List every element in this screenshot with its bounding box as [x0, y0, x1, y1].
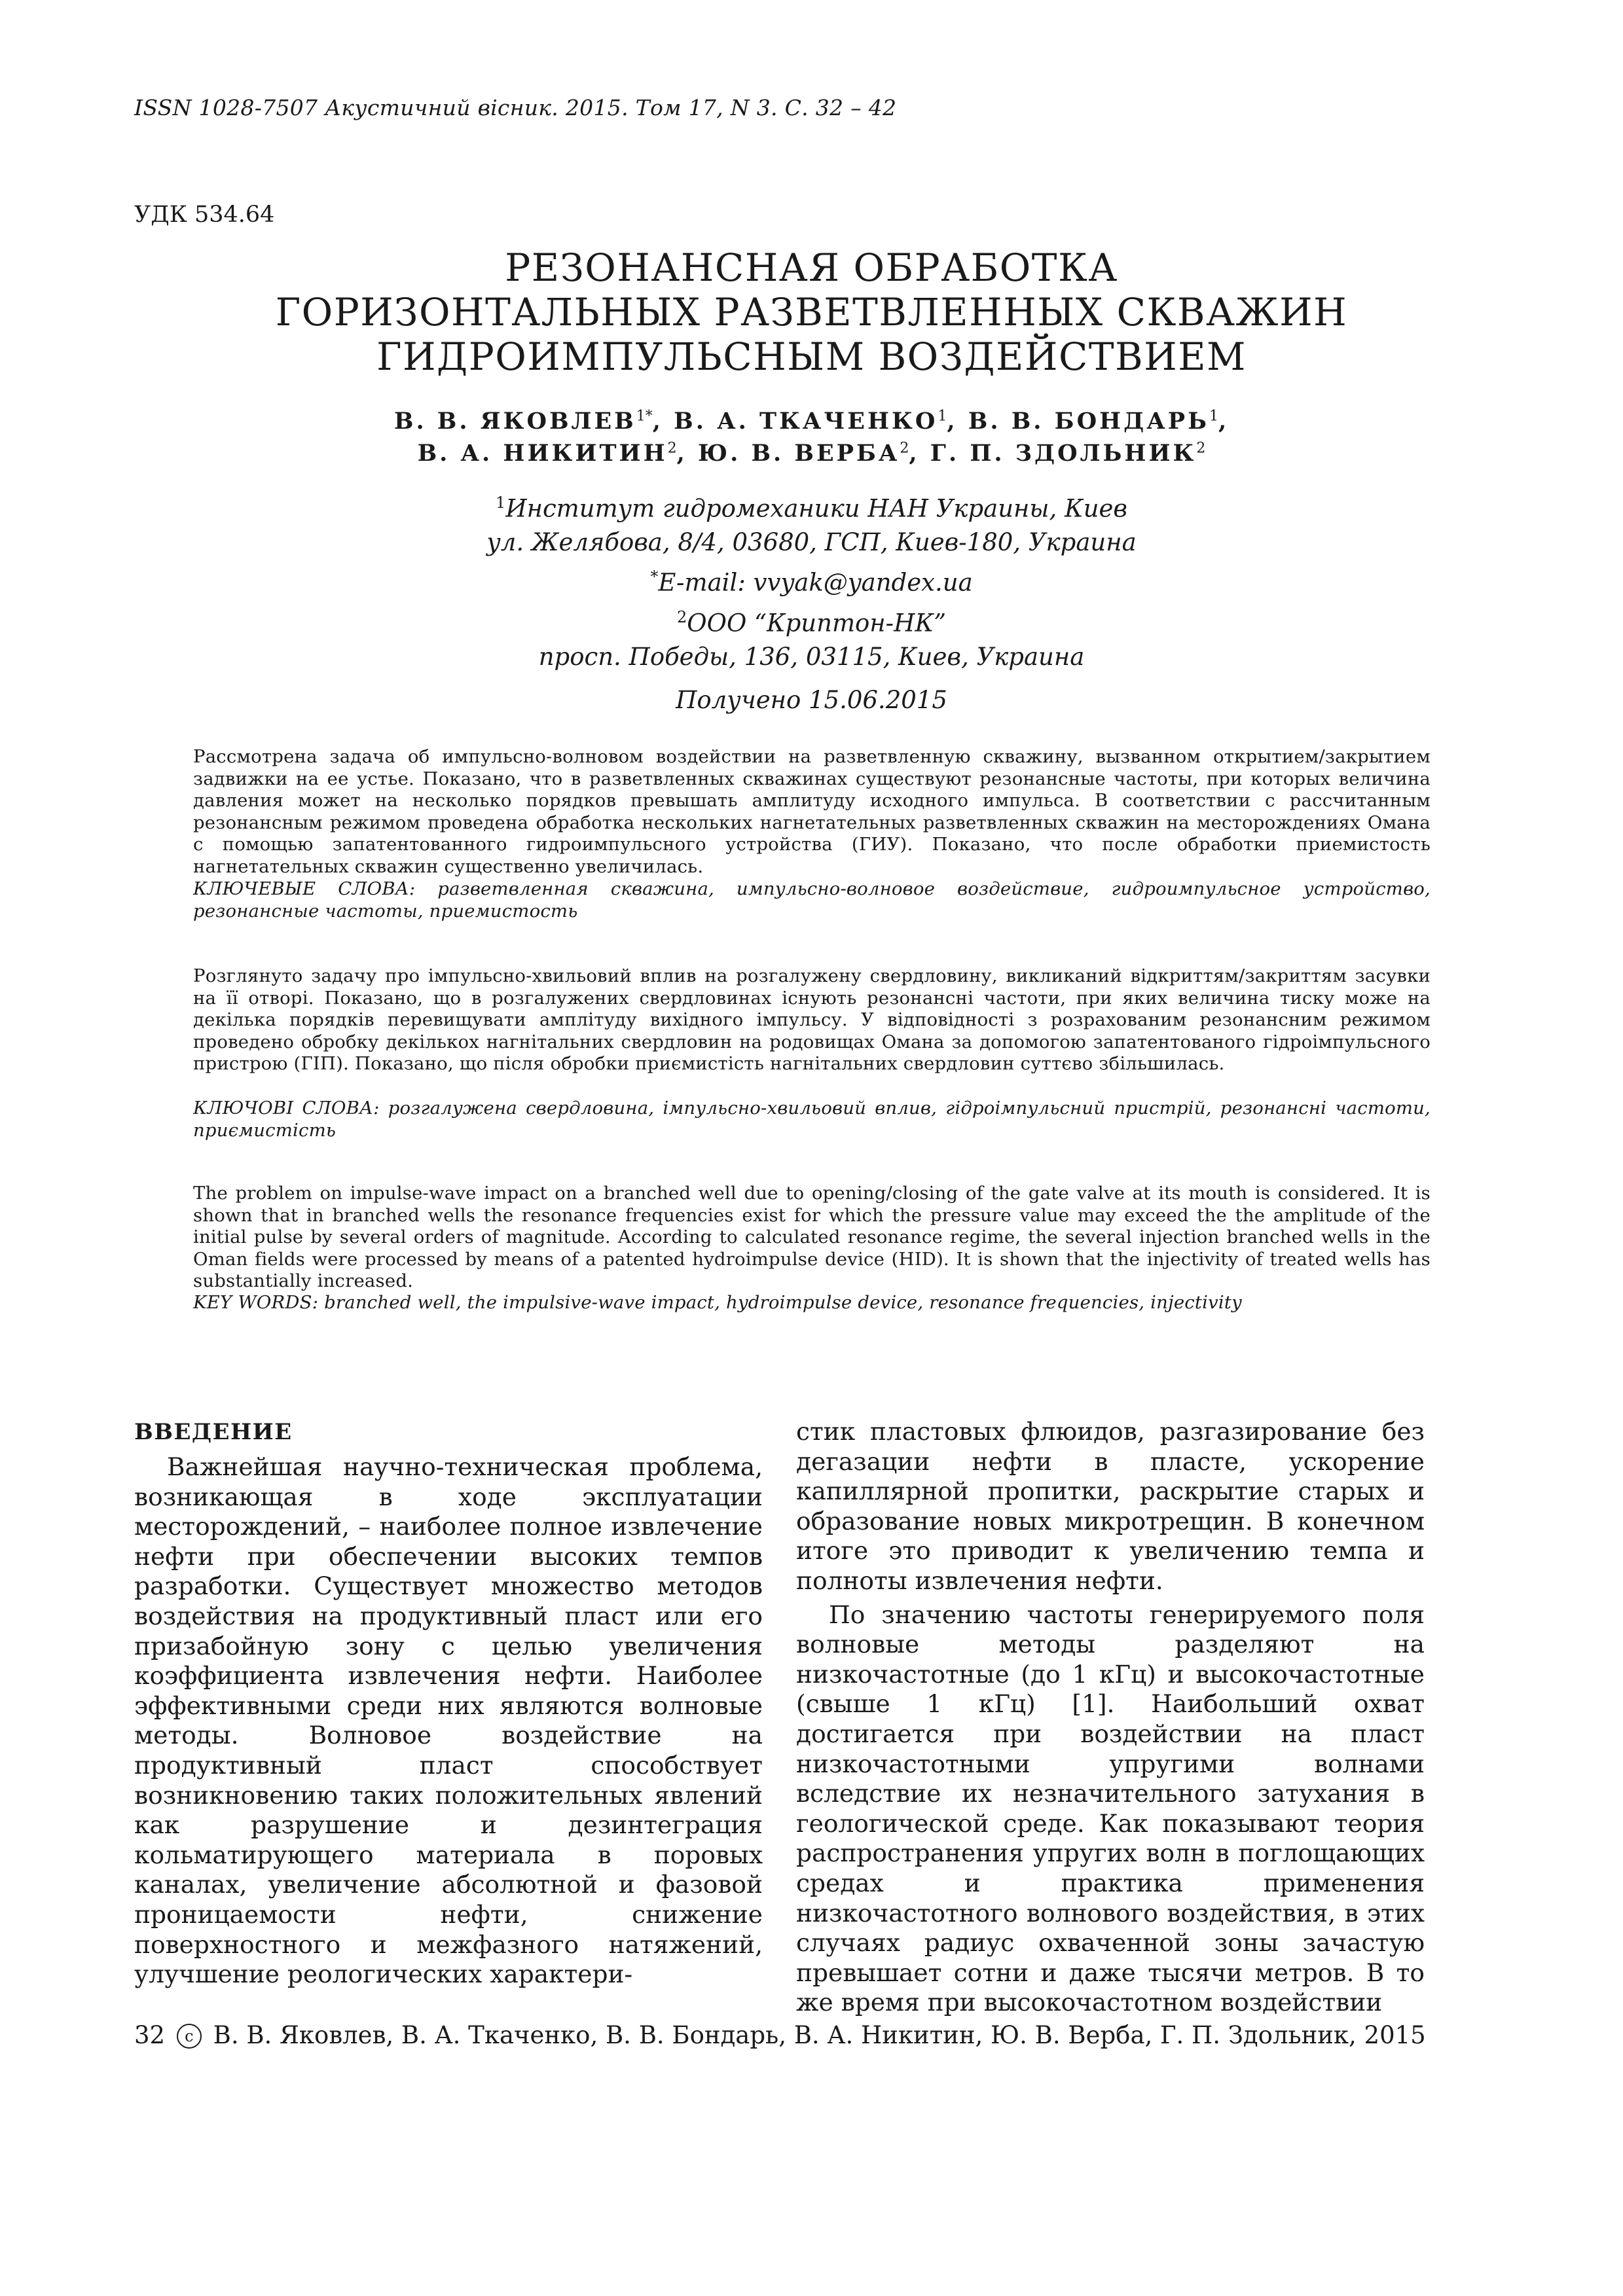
paragraph: Важнейшая научно-техническая проблема, возникающая в ходе эксплуатации месторождений, – наиболее полное извлечение нефти при обеспечении высоких темпов разработки. Существует множество методов воздействия на продуктивный пласт или его призабойную зону с целью увеличения коэффициента извлечения нефти. Наиболее эффективными среди них являются волновые методы. Волновое воздействие на продуктивный пласт способствует возникновению таких положительных явлений как разрушение и дезинтеграция кольматирующего материала в поровых каналах, увеличение абсолютной и фазовой проницаемости нефти, снижение поверхностного и межфазного натяжений, улучшение реологических характери- [134, 1452, 763, 1989]
affiliation-name [0, 486, 1623, 526]
email-text[interactable]: E-mail: vvyak@yandex.ua [658, 568, 973, 597]
affiliation-name [0, 600, 1623, 640]
author-separator: , [652, 408, 674, 435]
authors-line-1: В. В. $ЯКОВЛЕВ^{1*}$, В. А. ТКАЧЕНКО$^1$, В. В. БОНДАРЬ$^1$, [393, 408, 1230, 435]
keywords-ukrainian: КЛЮЧОВІ СЛОВА: розгалужена свердловина, імпульсно-хвильовий вплив, гідроімпульсний пристрій, резонансні частоти, приємистість [193, 1098, 1431, 1141]
author-affil-mark: 2 [667, 440, 677, 457]
paragraph: стик пластовых флюидов, разгазирование без дегазации нефти в пласте, ускорение капиллярной пропитки, раскрытие старых и образование новых микротрещин. В конечном итоге это приводит к увеличению темпа и полноты извлечения нефти. [796, 1417, 1425, 1595]
author-affil-mark: 2 [900, 440, 909, 457]
affiliation-address: ул. Желябова, 8/4, 03680, ГСП, Киев-180, Украина [486, 528, 1137, 557]
udk-code: УДК 534.64 [134, 202, 275, 228]
author-name: В. В. БОНДАРЬ [968, 408, 1209, 435]
author-affil-mark: 1 [1209, 408, 1218, 425]
journal-header: ISSN 1028-7507 Акустичний вісник. 2015. Том 17, N 3. С. 32 – 42 [134, 95, 897, 120]
affiliation-address: просп. Победы, 136, 03115, Киев, Украина [538, 643, 1085, 672]
author-affil-mark: 1* [636, 408, 653, 425]
author-separator: , [676, 440, 699, 467]
title-line: ГИДРОИМПУЛЬСНЫМ ВОЗДЕЙСТВИЕМ [376, 334, 1247, 379]
affiliation-1 [0, 486, 1623, 600]
copyright-icon: c [177, 2024, 202, 2049]
affiliation-name-text: ООО “Криптон-НК” [687, 609, 946, 637]
author-affil-mark: 2 [1196, 440, 1206, 457]
affiliation-mark: 1 [496, 493, 506, 512]
title-line: РЕЗОНАНСНАЯ ОБРАБОТКА [505, 245, 1118, 290]
authors-line-2 [0, 440, 1623, 467]
author-affil-mark: 1 [938, 408, 947, 425]
email-mark: * [650, 567, 659, 586]
affiliation-mark: 2 [677, 608, 687, 626]
copyright-holders: В. В. Яковлев, В. А. Ткаченко, В. В. Бондарь, В. А. Никитин, Ю. В. Верба, Г. П. Здольник, 2015 [213, 2021, 1426, 2049]
author-name: В. А. ТКАЧЕНКО [674, 408, 938, 435]
email-line [0, 560, 1623, 600]
page-footer [134, 2021, 1496, 2049]
paragraph: По значению частоты генерируемого поля волновые методы разделяют на низкочастотные (до 1 кГц) и высокочастотные (свыше 1 кГц) [1]. Наибольший охват достигается при воздействии на пласт низкочастотными упругими волнами вследствие их незначительного затухания в геологической среде. Как показывают теория распространения упругих волн в поглощающих средах и практика применения низкочастотного волнового воздействия, в этих случаях радиус охваченной зоны зачастую превышает сотни и даже тысячи метров. В то же время при высокочастотном воздействии [796, 1600, 1425, 2017]
author-name: Г. П. ЗДОЛЬНИК [930, 440, 1197, 467]
received-date: Получено 15.06.2015 [676, 686, 947, 714]
article-title [0, 245, 1623, 379]
body-column-right [796, 1417, 1425, 2018]
keywords-russian: КЛЮЧЕВЫЕ СЛОВА: разветвленная скважина, импульсно-волновое воздействие, гидроимпульсное устройство, резонансные частоты, приемистость [193, 878, 1431, 922]
abstract-english: The problem on impulse-wave impact on a branched well due to opening/closing of the gate valve at its mouth is considered. It is shown that in branched wells the resonance frequencies exist for which the pressure value may exceed the the amplitude of the initial pulse by several orders of magnitude. According to calculated resonance regime, the several injection branched wells in the Oman fields were processed by means of a patented hydroimpulse device (HID). It is shown that the injectivity of treated wells has substantially increased. [193, 1183, 1431, 1291]
keywords-english: KEY WORDS: branched well, the impulsive-wave impact, hydroimpulse device, resonance frequencies, injectivity [193, 1292, 1242, 1313]
affiliation-name-text: Институт гидромеханики НАН Украины, Киев [505, 494, 1127, 523]
body-column-left [134, 1452, 763, 1990]
affiliation-2 [0, 600, 1623, 674]
abstract-russian: Рассмотрена задача об импульсно-волновом воздействии на разветвленную скважину, вызванном открытием/закрытием задвижки на ее устье. Показано, что в разветвленных скважинах существуют резонансные частоты, при которых величина давления может на несколько порядков превышать амплитуду исходного импульса. В соответствии с рассчитанным резонансным режимом проведена обработка нескольких нагнетательных разветвленных скважин на месторождениях Омана с помощью запатентованного гидроимпульсного устройства (ГИУ). Показано, что после обработки приемистость нагнетательных скважин существенно увеличилась. [193, 746, 1431, 877]
section-heading: ВВЕДЕНИЕ [134, 1419, 293, 1445]
author-name: Ю. В. ВЕРБА [698, 440, 900, 467]
title-line: ГОРИЗОНТАЛЬНЫХ РАЗВЕТВЛЕННЫХ СКВАЖИН [275, 290, 1348, 334]
author-name: В. В. ЯКОВЛЕВ [393, 408, 636, 435]
author-separator: , [909, 440, 930, 467]
author-name: В. А. НИКИТИН [417, 440, 668, 467]
author-separator: , [947, 408, 968, 435]
abstract-ukrainian: Розглянуто задачу про імпульсно-хвильовий вплив на розгалужену свердловину, викликаний відкриттям/закриттям засувки на її отворі. Показано, що в розгалужених свердловинах існують резонансні частоти, при яких величина тиску може на декілька порядків перевищувати амплітуду вихідного імпульсу. У відповідності з розрахованим резонансним режимом проведено обробку декількох нагнітальних свердловин на родовищах Омана за допомогою запатентованого гідроімпульсного пристрою (ГІП). Показано, що після обробки приємистість нагнітальних свердловин суттєво збільшилась. [193, 965, 1431, 1074]
page-number: 32 [134, 2021, 166, 2049]
